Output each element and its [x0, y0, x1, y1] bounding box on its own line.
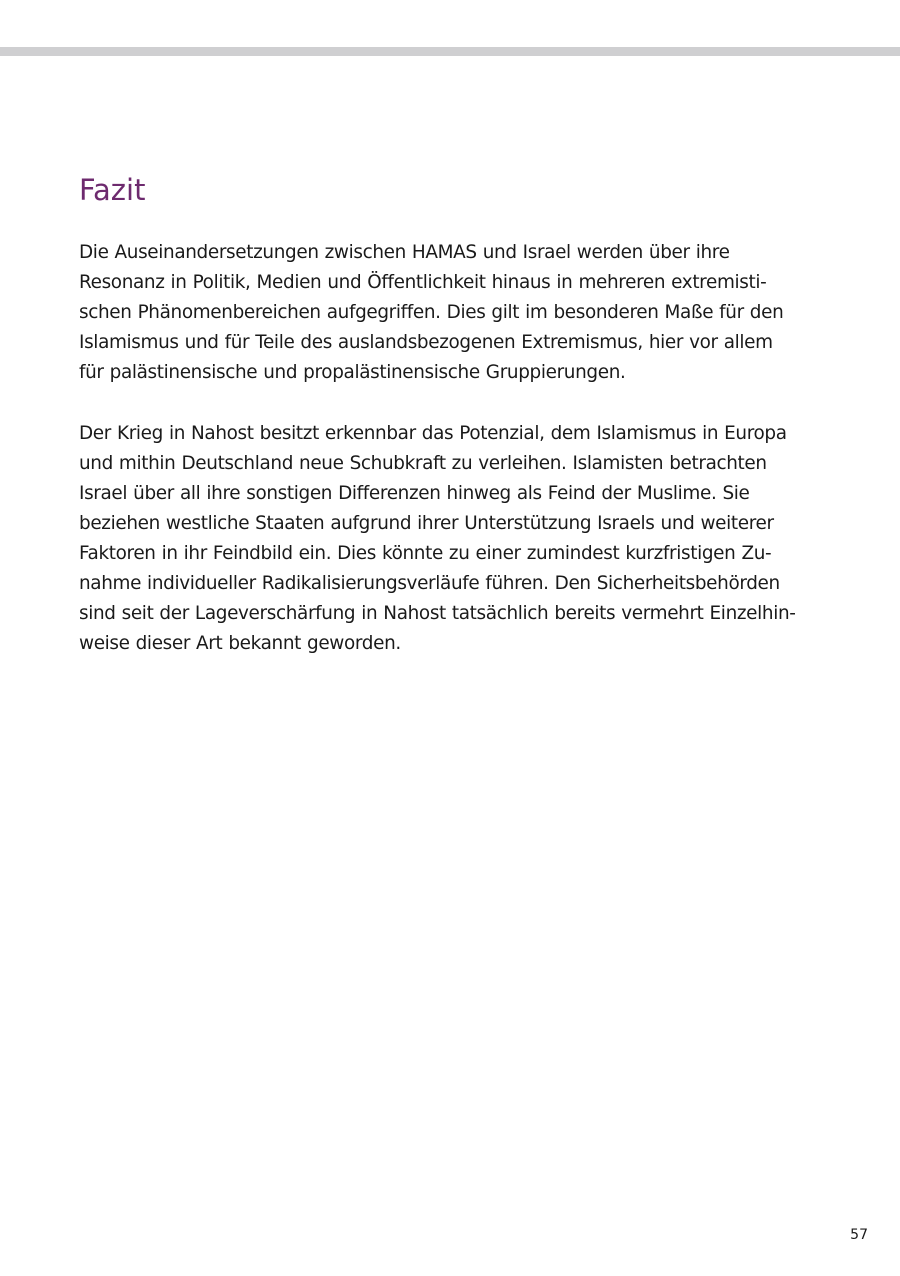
page-number: 57	[850, 1227, 868, 1243]
paragraph-line: weise dieser Art bekannt geworden.	[79, 633, 401, 654]
paragraph-line: sind seit der Lageverschärfung in Nahost tatsächlich bereits vermehrt Einzelhin-	[79, 603, 796, 624]
body-text	[79, 238, 839, 659]
paragraph-line: Die Auseinandersetzungen zwischen HAMAS und Israel werden über ihre	[79, 242, 730, 263]
paragraph-line: beziehen westliche Staaten aufgrund ihrer Unterstützung Israels und weiterer	[79, 513, 774, 534]
paragraph	[79, 419, 839, 659]
paragraph-line: und mithin Deutschland neue Schubkraft zu verleihen. Islamisten betrachten	[79, 453, 767, 474]
paragraph	[79, 238, 839, 388]
paragraph-line: Resonanz in Politik, Medien und Öffentlichkeit hinaus in mehreren extremisti-	[79, 272, 767, 293]
page-title: Fazit	[79, 173, 146, 207]
paragraph-line: Israel über all ihre sonstigen Differenzen hinweg als Feind der Muslime. Sie	[79, 483, 750, 504]
header-divider-bar	[0, 47, 900, 56]
paragraph-line: nahme individueller Radikalisierungsverläufe führen. Den Sicherheitsbehörden	[79, 573, 780, 594]
paragraph-line: Der Krieg in Nahost besitzt erkennbar das Potenzial, dem Islamismus in Europa	[79, 423, 787, 444]
paragraph-spacer	[79, 388, 839, 419]
paragraph-line: für palästinensische und propalästinensische Gruppierungen.	[79, 362, 626, 383]
paragraph-line: Islamismus und für Teile des auslandsbezogenen Extremismus, hier vor allem	[79, 332, 773, 353]
paragraph-line: Faktoren in ihr Feindbild ein. Dies könnte zu einer zumindest kurzfristigen Zu-	[79, 543, 772, 564]
paragraph-line: schen Phänomenbereichen aufgegriffen. Dies gilt im besonderen Maße für den	[79, 302, 784, 323]
